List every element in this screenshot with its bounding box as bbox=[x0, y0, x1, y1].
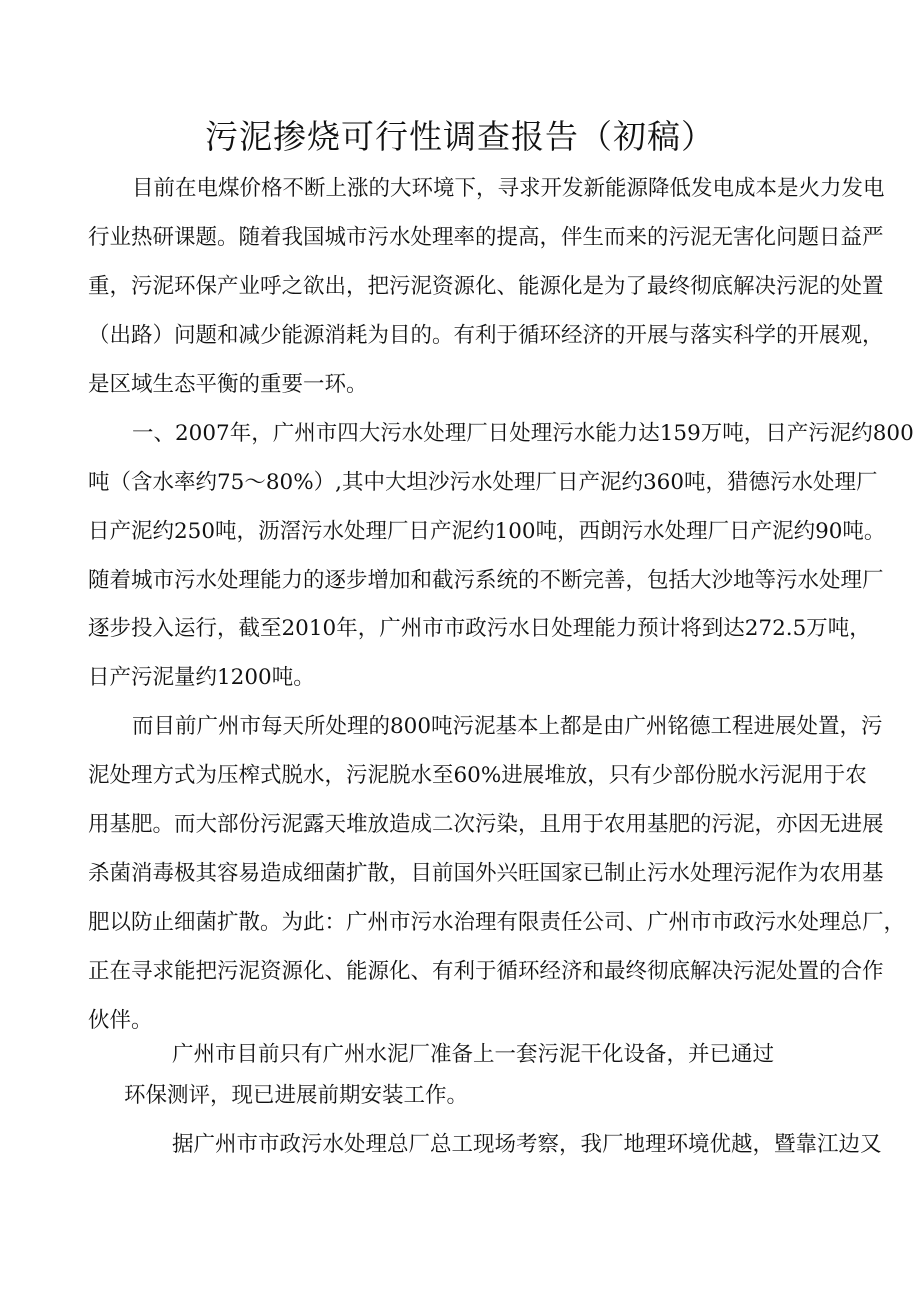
paragraph-4-line-2: 环保测评，现已进展前期安装工作。 bbox=[124, 1083, 469, 1108]
paragraph-3-line-1: 而目前广州市每天所处理的800吨污泥基本上都是由广州铭德工程进展处置，污 bbox=[132, 714, 883, 739]
paragraph-1-line-1: 目前在电煤价格不断上涨的大环境下，寻求开发新能源降低发电成本是火力发电 bbox=[132, 176, 885, 201]
paragraph-3-line-2: 泥处理方式为压榨式脱水，污泥脱水至60%进展堆放，只有少部份脱水污泥用于农 bbox=[88, 763, 867, 788]
paragraph-5-line-1: 据广州市市政污水处理总厂总工现场考察，我厂地理环境优越，暨靠江边又 bbox=[172, 1132, 882, 1157]
paragraph-2-line-5: 逐步投入运行，截至2010年，广州市市政污水日处理能力预计将到达272.5万吨， bbox=[88, 616, 871, 641]
paragraph-3-line-3: 用基肥。而大部份污泥露天堆放造成二次污染，且用于农用基肥的污泥，亦因无进展 bbox=[88, 812, 884, 837]
paragraph-3-line-4: 杀菌消毒极其容易造成细菌扩散，目前国外兴旺国家已制止污水处理污泥作为农用基 bbox=[88, 861, 884, 886]
paragraph-1-line-2: 行业热研课题。随着我国城市污水处理率的提高，伴生而来的污泥无害化问题日益严 bbox=[88, 225, 884, 250]
paragraph-1-line-5: 是区域生态平衡的重要一环。 bbox=[88, 372, 368, 397]
paragraph-2-line-2: 吨（含水率约75～80%）,其中大坦沙污水处理厂日产泥约360吨，猎德污水处理厂 bbox=[88, 470, 878, 495]
paragraph-1-line-3: 重，污泥环保产业呼之欲出，把污泥资源化、能源化是为了最终彻底解决污泥的处置 bbox=[88, 274, 884, 299]
paragraph-3-line-5: 肥以防止细菌扩散。为此：广州市污水治理有限责任公司、广州市市政污水处理总厂， bbox=[88, 910, 906, 935]
paragraph-4-line-1: 广州市目前只有广州水泥厂准备上一套污泥干化设备，并已通过 bbox=[172, 1042, 775, 1067]
paragraph-3-line-7: 伙伴。 bbox=[88, 1008, 153, 1033]
document-title: 污泥掺烧可行性调查报告（初稿） bbox=[205, 117, 715, 156]
paragraph-2-line-3: 日产泥约250吨，沥滘污水处理厂日产泥约100吨，西朗污水处理厂日产泥约90吨。 bbox=[88, 519, 886, 544]
paragraph-2-line-4: 随着城市污水处理能力的逐步增加和截污系统的不断完善，包括大沙地等污水处理厂 bbox=[88, 568, 884, 593]
paragraph-3-line-6: 正在寻求能把污泥资源化、能源化、有利于循环经济和最终彻底解决污泥处置的合作 bbox=[88, 959, 884, 984]
paragraph-2-line-6: 日产污泥量约1200吨。 bbox=[88, 665, 315, 690]
paragraph-2-line-1: 一、2007年，广州市四大污水处理厂日处理污水能力达159万吨，日产污泥约800 bbox=[132, 421, 914, 446]
paragraph-1-line-4: （出路）问题和减少能源消耗为目的。有利于循环经济的开展与落实科学的开展观， bbox=[88, 323, 884, 348]
